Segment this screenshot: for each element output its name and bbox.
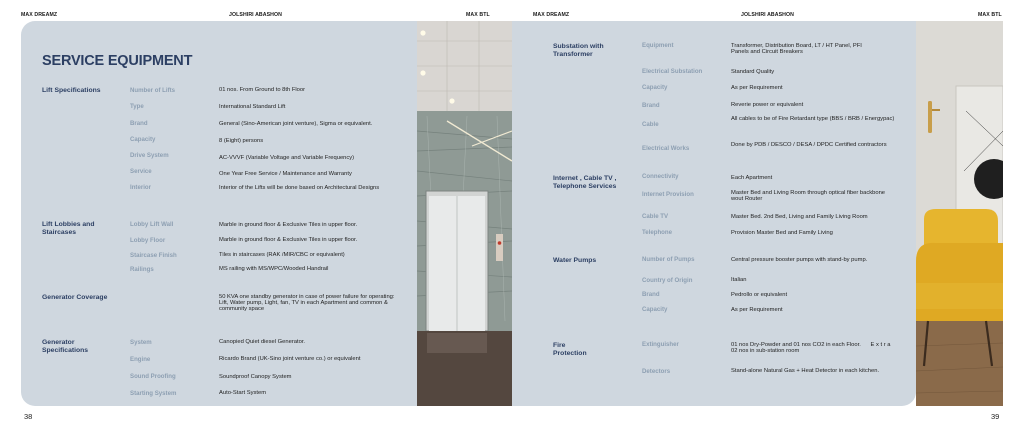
- spec-value: MS railing with MS/WPC/Wooded Handrail: [219, 266, 329, 272]
- armchair-illustration: [916, 21, 1003, 406]
- fire-heading: Fire: [553, 342, 566, 349]
- spec-label: Brand: [642, 291, 660, 298]
- spec-value: Auto-Start System: [219, 390, 267, 396]
- spec-label: Lobby Floor: [130, 237, 166, 244]
- spec-value: 02 nos in sub-station room: [731, 348, 800, 354]
- spec-label: Type: [130, 103, 144, 110]
- spec-value: Marble in ground floor & Exclusive Tiles in upper floor.: [219, 237, 358, 243]
- spec-value: community space: [219, 306, 265, 312]
- spec-value: As per Requirement: [731, 85, 783, 91]
- substation-heading: Substation with: [553, 43, 604, 50]
- header-plot: MAX BTL: [978, 12, 1002, 18]
- spec-value: Done by PDB / DESCO / DESA / DPDC Certified contractors: [731, 142, 887, 148]
- generator-specs-heading: Generator: [42, 339, 75, 346]
- page-number-left: 38: [24, 412, 33, 421]
- header-project: MAX DREAMZ: [533, 12, 570, 18]
- lobbies-heading: Lift Lobbies and Staircases: [42, 221, 95, 236]
- spec-label: Equipment: [642, 42, 674, 49]
- spec-value: Soundproof Canopy System: [219, 374, 292, 380]
- spec-value: Tiles in staircases (RAK /MIR/CBC or equivalent): [219, 252, 345, 258]
- spec-label: Connectivity: [642, 173, 679, 180]
- spec-value: Reverie power or equivalent: [731, 102, 804, 108]
- header-address: JOLSHIRI ABASHON: [741, 12, 794, 18]
- spec-label: Country of Origin: [642, 277, 693, 284]
- spec-label: Number of Lifts: [130, 87, 176, 94]
- fire-heading-2: Protection: [553, 350, 587, 357]
- header-project: MAX DREAMZ: [21, 12, 58, 18]
- spec-label: Drive System: [130, 152, 169, 159]
- lift-lobby-photo: [417, 21, 512, 406]
- spec-value: Standard Quality: [731, 69, 775, 75]
- spec-label: Electrical Works: [642, 145, 690, 152]
- internet-heading: Internet , Cable TV ,: [553, 175, 617, 182]
- spec-value: Transformer, Distribution Board, LT / HT Panel, PFI: [731, 43, 862, 49]
- spec-label: System: [130, 339, 152, 346]
- spec-label: Cable TV: [642, 213, 669, 220]
- spec-value: Stand-alone Natural Gas + Heat Detector in each kitchen.: [731, 368, 880, 374]
- spec-value: 8 (Eight) persons: [219, 138, 264, 144]
- spec-value: General (Sino-American joint venture), Sigma or equivalent.: [219, 121, 373, 127]
- spec-label: Telephone: [642, 229, 673, 236]
- spec-value: 01 nos Dry-Powder and 01 nos CO2 in each Floor. E x t r a: [731, 342, 891, 348]
- internet-heading-2: Telephone Services: [553, 183, 617, 190]
- spec-value: AC-VVVF (Variable Voltage and Variable Frequency): [219, 155, 355, 161]
- page-title: SERVICE EQUIPMENT: [42, 53, 193, 69]
- spec-label: Engine: [130, 356, 151, 363]
- spec-value: Panels and Circuit Breakers: [731, 49, 803, 55]
- water-pumps-heading: Water Pumps: [553, 257, 597, 264]
- generator-coverage-heading: Generator Coverage: [42, 294, 108, 301]
- spec-label: Sound Proofing: [130, 373, 176, 380]
- spec-label: Railings: [130, 266, 154, 273]
- spec-label: Extinguisher: [642, 341, 679, 348]
- spec-value: wout Router: [731, 196, 763, 202]
- spec-label: Brand: [130, 120, 148, 127]
- armchair-room-photo: [916, 21, 1003, 406]
- spec-label: Internet Provision: [642, 191, 694, 198]
- spec-value: Each Apartment: [731, 175, 773, 181]
- spec-value: Central pressure booster pumps with stand-by pump.: [731, 257, 868, 263]
- header-address: JOLSHIRI ABASHON: [229, 12, 282, 18]
- spec-label: Lobby Lift Wall: [130, 221, 174, 228]
- generator-specs-heading-2: Specifications: [42, 347, 89, 354]
- spec-label: Brand: [642, 102, 660, 109]
- spec-value: 50 KVA one standby generator in case of power failure for operating:: [219, 294, 395, 300]
- spec-label: Number of Pumps: [642, 256, 695, 263]
- spec-label: Capacity: [642, 84, 668, 91]
- spec-value: Canopied Quiet diesel Generator.: [219, 339, 306, 345]
- spec-value: Interior of the Lifts will be done based on Architectural Designs: [219, 185, 380, 191]
- spec-label: Detectors: [642, 368, 671, 375]
- spec-value: International Standard Lift: [219, 104, 286, 110]
- spec-value: Lift, Water pump, Light, fan, TV in each Apartment and common &: [219, 300, 388, 306]
- spec-value: Pedrollo or equivalent: [731, 292, 788, 298]
- spec-label: Service: [130, 168, 152, 175]
- spec-label: Staircase Finish: [130, 252, 177, 259]
- spec-value: One Year Free Service / Maintenance and Warranty: [219, 171, 352, 177]
- spec-label: Capacity: [642, 306, 668, 313]
- spec-label: Cable: [642, 121, 659, 128]
- spec-value: Italian: [731, 277, 747, 283]
- spec-value: Master Bed and Living Room through optical fiber backbone: [731, 190, 886, 196]
- spec-value: All cables to be of Fire Retardant type (BBS / BRB / Energypac): [731, 116, 895, 122]
- spec-label: Starting System: [130, 390, 177, 397]
- spec-label: Electrical Substation: [642, 68, 703, 75]
- lift-lobby-illustration: [417, 21, 512, 406]
- lift-specs-heading: Lift Specifications: [42, 87, 101, 94]
- spec-value: Master Bed. 2nd Bed, Living and Family Living Room: [731, 214, 868, 220]
- spec-label: Interior: [130, 184, 151, 191]
- substation-heading-2: Transformer: [553, 51, 593, 58]
- spec-value: As per Requirement: [731, 307, 783, 313]
- spec-value: Marble in ground floor & Exclusive Tiles in upper floor.: [219, 222, 358, 228]
- header-plot: MAX BTL: [466, 12, 490, 18]
- spec-label: Capacity: [130, 136, 156, 143]
- spec-value: 01 nos. From Ground to 8th Floor: [219, 87, 306, 93]
- page-number-right: 39: [991, 412, 1000, 421]
- spec-value: Provision Master Bed and Family Living: [731, 230, 833, 236]
- spec-value: Ricardo Brand (UK-Sino joint venture co.) or equivalent: [219, 356, 361, 362]
